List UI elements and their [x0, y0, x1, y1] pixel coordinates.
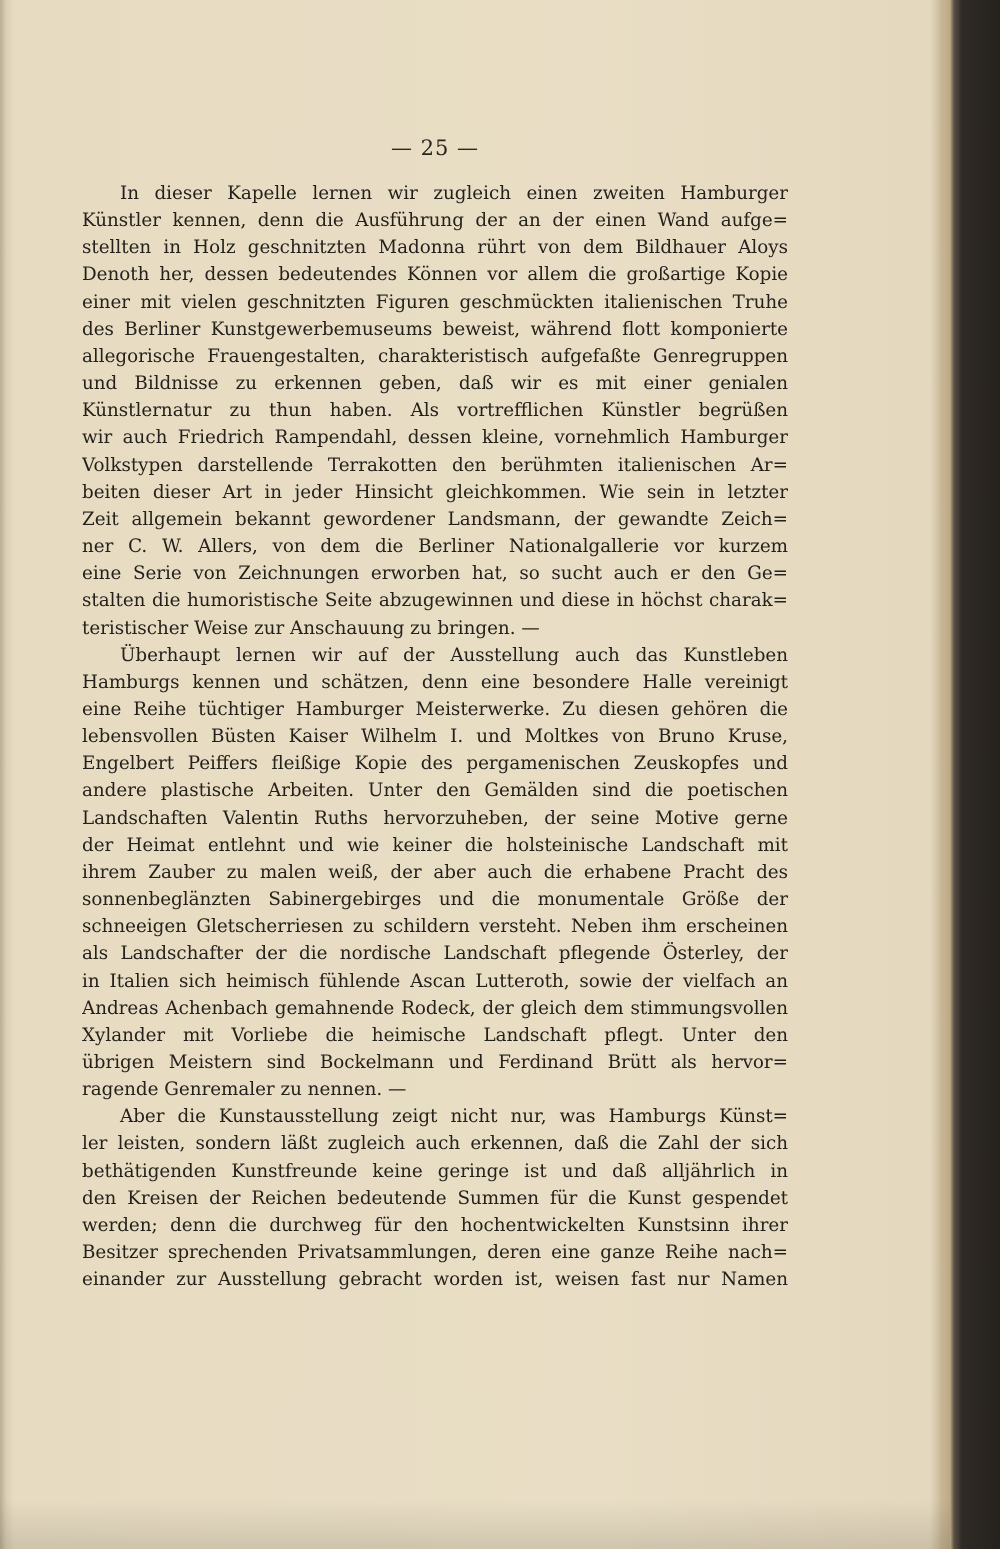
text-line: werden; denn die durchweg für den hochentwickelten Kunstsinn ihrer — [82, 1214, 788, 1236]
text-line: Volkstypen darstellende Terrakotten den berühmten italienischen Ar= — [82, 454, 788, 476]
text-line: ler leisten, sondern läßt zugleich auch erkennen, daß die Zahl der sich — [82, 1133, 788, 1155]
text-line: teristischer Weise zur Anschauung zu bringen. — — [82, 617, 540, 639]
text-line: wir auch Friedrich Rampendahl, dessen kleine, vornehmlich Hamburger — [82, 427, 788, 449]
text-line: Hamburgs kennen und schätzen, denn eine besondere Halle vereinigt — [82, 671, 788, 693]
text-line: Landschaften Valentin Ruths hervorzuheben, der seine Motive gerne — [82, 807, 788, 829]
text-line: als Landschafter der die nordische Landschaft pflegende Österley, der — [82, 943, 788, 965]
text-line: stalten die humoristische Seite abzugewinnen und diese in höchst charak= — [82, 590, 788, 612]
text-line: Besitzer sprechenden Privatsammlungen, deren eine ganze Reihe nach= — [82, 1242, 788, 1264]
text-line: ragende Genremaler zu nennen. — — [82, 1079, 407, 1101]
text-line: der Heimat entlehnt und wie keiner die holsteinische Landschaft mit — [82, 834, 788, 856]
text-line: Künstler kennen, denn die Ausführung der an der einen Wand aufge= — [82, 210, 788, 232]
text-lines — [82, 180, 788, 1293]
text-line: andere plastische Arbeiten. Unter den Gemälden sind die poetischen — [82, 780, 788, 802]
text-line: lebensvollen Büsten Kaiser Wilhelm I. und Moltkes von Bruno Kruse, — [82, 726, 788, 748]
text-line: Andreas Achenbach gemahnende Rodeck, der gleich dem stimmungsvollen — [82, 997, 788, 1019]
page-bottom-shadow — [0, 1500, 950, 1549]
text-line: eine Serie von Zeichnungen erworben hat, so sucht auch er den Ge= — [82, 563, 788, 585]
text-line: bethätigenden Kunstfreunde keine geringe ist und daß alljährlich in — [82, 1160, 788, 1182]
text-line: den Kreisen der Reichen bedeutende Summen für die Kunst gespendet — [82, 1187, 788, 1209]
body-text — [82, 180, 788, 1293]
text-line: Zeit allgemein bekannt gewordener Landsmann, der gewandte Zeich= — [82, 508, 788, 530]
book-cover-edge — [940, 0, 1000, 1549]
text-line: ner C. W. Allers, von dem die Berliner Nationalgallerie vor kurzem — [82, 536, 788, 558]
text-line: schneeigen Gletscherriesen zu schildern versteht. Neben ihm erscheinen — [82, 916, 788, 938]
text-line: Überhaupt lernen wir auf der Ausstellung auch das Kunstleben — [120, 644, 788, 666]
text-line: Künstlernatur zu thun haben. Als vortrefflichen Künstler begrüßen — [82, 400, 788, 422]
page-number: — 25 — — [390, 136, 480, 160]
text-line: beiten dieser Art in jeder Hinsicht gleichkommen. Wie sein in letzter — [82, 481, 788, 503]
text-line: des Berliner Kunstgewerbemuseums beweist, während flott komponierte — [82, 318, 788, 340]
text-line: Denoth her, dessen bedeutendes Können vor allem die großartige Kopie — [82, 264, 788, 286]
text-line: sonnenbeglänzten Sabinergebirges und die monumentale Größe der — [82, 889, 788, 911]
text-line: und Bildnisse zu erkennen geben, daß wir es mit einer genialen — [82, 373, 788, 395]
text-line: Engelbert Peiffers fleißige Kopie des pergamenischen Zeuskopfes und — [82, 753, 788, 775]
text-line: Aber die Kunstausstellung zeigt nicht nur, was Hamburgs Künst= — [120, 1106, 788, 1128]
text-line: In dieser Kapelle lernen wir zugleich einen zweiten Hamburger — [120, 183, 788, 204]
text-line: ihrem Zauber zu malen weiß, der aber auch die erhabene Pracht des — [82, 861, 788, 883]
text-line: übrigen Meistern sind Bockelmann und Ferdinand Brütt als hervor= — [82, 1052, 788, 1073]
text-line: einander zur Ausstellung gebracht worden ist, weisen fast nur Namen — [82, 1269, 788, 1291]
text-line: einer mit vielen geschnitzten Figuren geschmückten italienischen Truhe — [82, 291, 788, 313]
text-line: Xylander mit Vorliebe die heimische Landschaft pflegt. Unter den — [82, 1024, 788, 1046]
text-line: allegorische Frauengestalten, charakteristisch aufgefaßte Genregruppen — [82, 345, 788, 367]
text-line: stellten in Holz geschnitzten Madonna rührt von dem Bildhauer Aloys — [82, 237, 788, 259]
text-line: in Italien sich heimisch fühlende Ascan Lutteroth, sowie der vielfach an — [82, 970, 788, 992]
text-line: eine Reihe tüchtiger Hamburger Meisterwerke. Zu diesen gehören die — [82, 698, 788, 720]
